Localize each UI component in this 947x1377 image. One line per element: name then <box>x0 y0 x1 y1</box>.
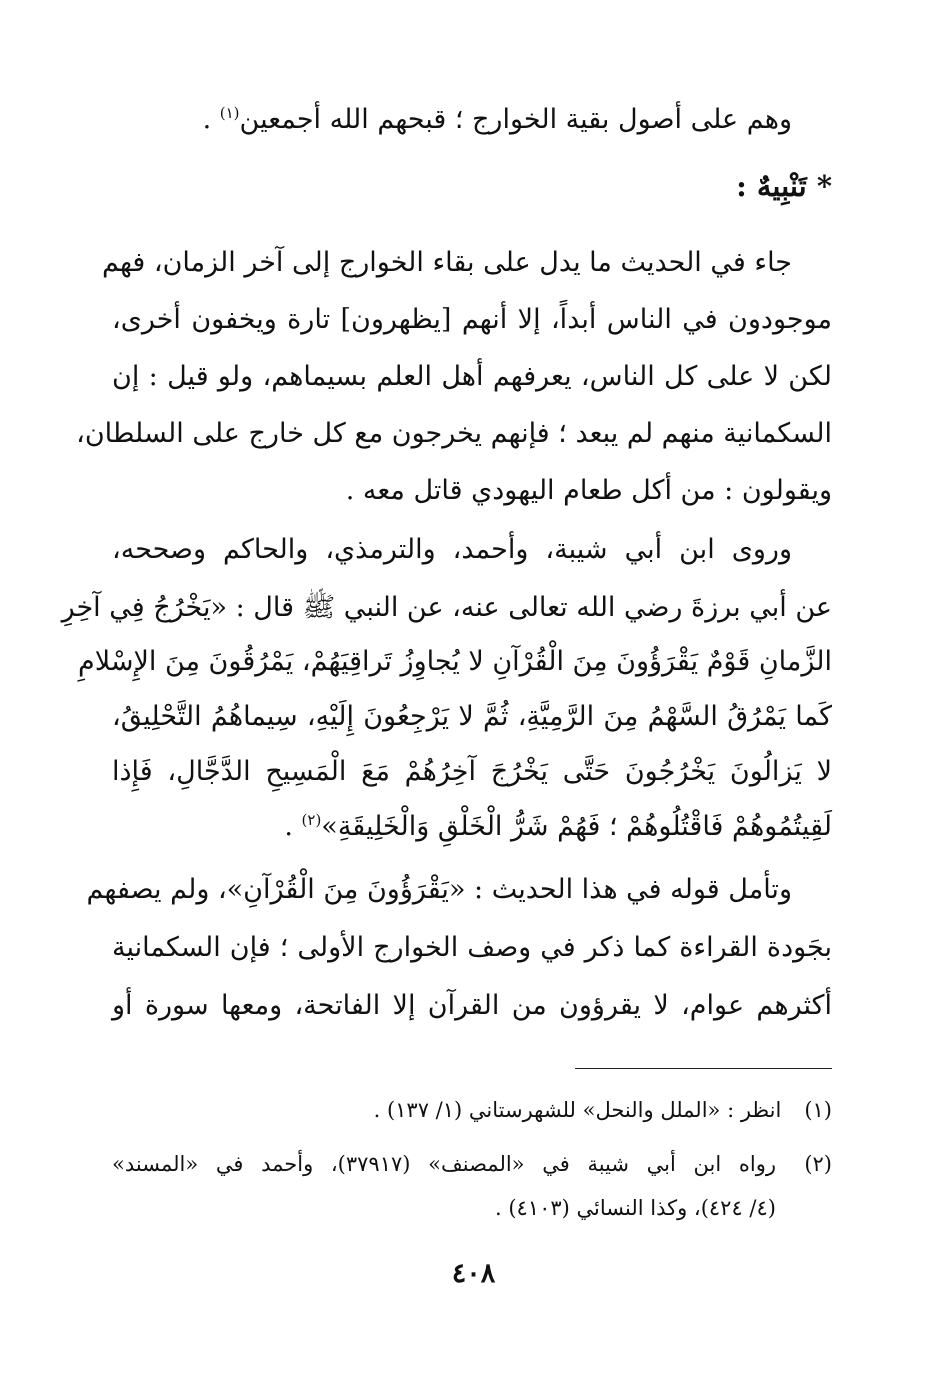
footnote-2-cont <box>112 1186 832 1230</box>
page-number: ٤٠٨ <box>451 1258 496 1289</box>
footnote-1 <box>112 1088 832 1132</box>
line-1-end: . <box>202 104 220 135</box>
para2-line-6-text: لَقِيتُمُوهُمْ فَاقْتُلُوهُمْ ؛ فَهُمْ شَرُّ الْخَلْقِ وَالْخَلِيقَةِ» <box>321 811 832 842</box>
footnote-ref-1: (١) <box>219 104 240 122</box>
para3-line-3: أكثرهم عوام، لا يقرؤون من القرآن إلا الفاتحة، ومعها سورة أو <box>112 990 832 1021</box>
footnote-2-number: (٢) <box>804 1152 832 1176</box>
para2-line-1: وروى ابن أبي شيبة، وأحمد، والترمذي، والحاكم وصححه، <box>112 534 792 565</box>
para2-line-6-end: . <box>284 811 302 842</box>
footnote-ref-2: (٢) <box>301 811 322 829</box>
para3-line-1: وتأمل قوله في هذا الحديث : «يَقْرَؤُونَ مِنَ الْقُرْآنِ»، ولم يصفهم <box>86 874 792 905</box>
para2-line-6 <box>112 799 832 855</box>
para2-line-4: كَما يَمْرُقُ السَّهْمُ مِنَ الرَّمِيَّةِ، ثُمَّ لا يَرْجِعُونَ إِلَيْهِ، سِيماهُمُ التَّحْلِيقُ، <box>112 701 832 732</box>
text-line-1 <box>112 92 832 148</box>
para1-line-1: جاء في الحديث ما يدل على بقاء الخوارج إلى آخر الزمان، فهم <box>101 247 792 278</box>
para1-line-5: ويقولون : من أكل طعام اليهودي قاتل معه . <box>345 475 832 506</box>
footnote-2-line-1: رواه ابن أبي شيبة في «المصنف» (٣٧٩١٧)، وأحمد في «المسند» <box>112 1152 777 1176</box>
para1-line-4: السكمانية منهم لم يبعد ؛ فإنهم يخرجون مع كل خارج على السلطان، <box>76 418 832 449</box>
main-text <box>61 0 832 1060</box>
footnote-2-line-2: (٤/ ٤٢٤)، وكذا النسائي (٤١٠٣) . <box>494 1196 776 1220</box>
para1-line-2: موجودون في الناس أبداً، إلا أنهم [يظهرون] تارة ويخفون أخرى، <box>112 304 832 335</box>
footnote-1-text: انظر : «الملل والنحل» للشهرستاني (١/ ١٣٧) . <box>373 1098 782 1122</box>
footnote-divider <box>575 1068 832 1069</box>
para2-line-2: عن أبي برزةَ رضي الله تعالى عنه، عن النبي ﷺ قال : «يَخْرُجُ فِي آخِرِ <box>61 592 832 623</box>
para3-line-2: بجَودة القراءة كما ذكر في وصف الخوارج الأولى ؛ فإن السكمانية <box>112 932 832 963</box>
line-1-text: وهم على أصول بقية الخوارج ؛ قبحهم الله أجمعين <box>239 104 792 135</box>
section-heading: * تَنْبِيهٌ : <box>736 169 832 203</box>
footnote-2 <box>112 1142 832 1186</box>
para1-line-3: لكن لا على كل الناس، يعرفهم أهل العلم بسيماهم، ولو قيل : إن <box>112 361 832 392</box>
para2-line-5: لا يَزالُونَ يَخْرُجُونَ حَتَّى يَخْرُجَ آخِرُهُمْ مَعَ الْمَسِيحِ الدَّجَّالِ، فَإِذا <box>112 756 832 787</box>
footnote-1-number: (١) <box>804 1098 832 1122</box>
para2-line-3: الزَّمانِ قَوْمٌ يَقْرَؤُونَ مِنَ الْقُرْآنِ لا يُجاوِزُ تَراقِيَهُمْ، يَمْرُقُونَ مِنَ الإِسْلامِ <box>78 646 832 677</box>
